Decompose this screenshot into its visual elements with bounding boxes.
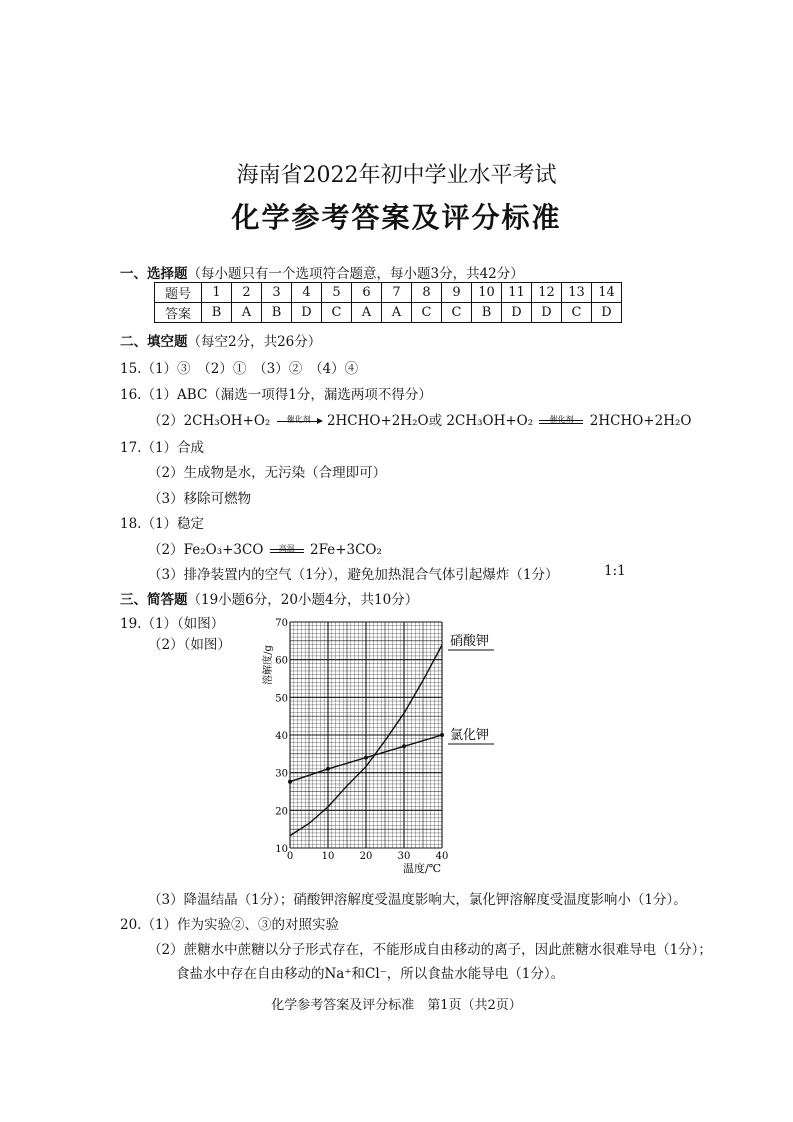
- section-3-note: （19小题6分，20小题4分，共10分）: [187, 592, 419, 608]
- question-number-cell: 6: [352, 283, 382, 303]
- question-number-cell: 3: [262, 283, 292, 303]
- answer-cell: C: [412, 303, 442, 323]
- answer-cell: A: [352, 303, 382, 323]
- q18-part1: 18.（1）稳定: [120, 516, 205, 532]
- table-row-numbers: [155, 283, 622, 303]
- catalyst-label-1: 催化剂: [286, 415, 311, 424]
- catalyst-label-2: 催化剂: [549, 415, 574, 424]
- arrow-icon: [277, 421, 321, 422]
- x-tick-label: 0: [286, 851, 294, 862]
- y-tick-label: 30: [275, 768, 288, 780]
- section-2-title: 二、填空题: [120, 334, 188, 350]
- answer-cell: B: [202, 303, 232, 323]
- data-point: [326, 767, 330, 771]
- eq2-product: 2HCHO+2H₂O: [589, 413, 692, 429]
- x-tick-label: 20: [359, 851, 373, 862]
- q18-product: 2Fe+3CO₂: [310, 542, 382, 558]
- q16-part2: [148, 409, 691, 429]
- answer-cell: C: [322, 303, 352, 323]
- high-temp-label: 高温: [278, 544, 295, 553]
- q20-part2: （2）蔗糖水中蔗糖以分子形式存在，不能形成自由移动的离子，因此蔗糖水很难导电（1分）；: [148, 942, 712, 958]
- answer-cell: D: [502, 303, 532, 323]
- y-tick-label: 70: [275, 618, 288, 629]
- answer-cell: D: [532, 303, 562, 323]
- eq1-reactant: 2CH₃OH+O₂: [183, 413, 271, 429]
- table-row-answers: [155, 303, 622, 323]
- q18-part2: [148, 538, 382, 558]
- y-axis-label: 溶解度/g: [263, 645, 274, 685]
- q19-part3: （3）降温结晶（1分）；硝酸钾溶解度受温度影响大，氯化钾溶解度受温度影响小（1分）。: [148, 892, 687, 908]
- question-number-cell: 9: [442, 283, 472, 303]
- q18-part3: （3）排净装置内的空气（1分），避免加热混合气体引起爆炸（1分）: [148, 567, 559, 583]
- question-number-cell: 4: [292, 283, 322, 303]
- x-tick-label: 40: [435, 851, 449, 862]
- x-axis-label: 温度/℃: [402, 862, 442, 875]
- data-point: [288, 780, 292, 784]
- question-number-cell: 14: [592, 283, 622, 303]
- q18-ratio: 1:1: [604, 563, 626, 579]
- y-tick-label: 60: [275, 655, 288, 667]
- question-number-cell: 2: [232, 283, 262, 303]
- q20-part1: 20.（1）作为实验②、③的对照实验: [120, 917, 340, 933]
- answer-table: [154, 282, 622, 323]
- q17-part2: （2）生成物是水，无污染（合理即可）: [148, 465, 387, 481]
- section-1-note: （每小题只有一个选项符合题意，每小题3分，共42分）: [187, 266, 524, 282]
- section-3-heading: [120, 588, 418, 608]
- y-tick-label: 20: [275, 806, 288, 818]
- or-text: 或: [428, 413, 443, 429]
- solubility-chart: [250, 610, 510, 880]
- section-3-title: 三、简答题: [120, 592, 188, 608]
- series-label: 氯化钾: [450, 728, 490, 743]
- q17-part1: 17.（1）合成: [120, 440, 205, 456]
- y-tick-label: 40: [275, 731, 288, 742]
- data-point: [364, 756, 368, 760]
- y-tick-label: 10: [275, 844, 288, 855]
- question-number-cell: 7: [382, 283, 412, 303]
- q16-part2-prefix: （2）: [148, 413, 184, 429]
- question-number-cell: 11: [502, 283, 532, 303]
- section-1-title: 一、选择题: [120, 266, 188, 282]
- q18-reactant: Fe₂O₃+3CO: [183, 542, 264, 558]
- answer-cell: D: [592, 303, 622, 323]
- doc-title: 化学参考答案及评分标准: [231, 201, 562, 234]
- section-1-heading: [120, 262, 524, 282]
- q20-part3: 食盐水中存在自由移动的Na⁺和Cl⁻，所以食盐水能导电（1分）。: [176, 966, 565, 982]
- page-footer: 化学参考答案及评分标准 第1页（共2页）: [271, 998, 522, 1013]
- data-point: [402, 744, 406, 748]
- row-label-number: 题号: [155, 283, 202, 303]
- chart-grid: [290, 622, 442, 848]
- question-number-cell: 8: [412, 283, 442, 303]
- answer-cell: A: [232, 303, 262, 323]
- question-number-cell: 12: [532, 283, 562, 303]
- q15-answer: 15.（1）③ （2）① （3）② （4）④: [120, 361, 359, 377]
- x-tick-label: 30: [397, 851, 411, 862]
- answer-cell: B: [262, 303, 292, 323]
- section-2-heading: [120, 330, 321, 350]
- answer-cell: C: [442, 303, 472, 323]
- y-tick-label: 50: [275, 693, 288, 705]
- q17-part3: （3）移除可燃物: [148, 491, 252, 507]
- answer-cell: C: [562, 303, 592, 323]
- question-number-cell: 10: [472, 283, 502, 303]
- q19-part1: 19.（1）（如图）: [120, 616, 225, 632]
- series-label: 硝酸钾: [450, 633, 490, 649]
- data-point: [440, 733, 444, 737]
- question-number-cell: 1: [202, 283, 232, 303]
- answer-cell: B: [472, 303, 502, 323]
- q19-part2: （2）（如图）: [148, 637, 231, 653]
- row-label-answer: 答案: [155, 303, 202, 323]
- q16-part1: 16.（1）ABC（漏选一项得1分，漏选两项不得分）: [120, 387, 432, 403]
- q18-part2-prefix: （2）: [148, 542, 184, 558]
- eq1-product: 2HCHO+2H₂O: [326, 413, 429, 429]
- answer-cell: D: [292, 303, 322, 323]
- section-2-note: （每空2分，共26分）: [187, 334, 322, 350]
- x-tick-label: 10: [321, 851, 335, 862]
- answer-cell: A: [382, 303, 412, 323]
- exam-title: 海南省2022年初中学业水平考试: [236, 163, 557, 188]
- question-number-cell: 13: [562, 283, 592, 303]
- question-number-cell: 5: [322, 283, 352, 303]
- eq2-reactant: 2CH₃OH+O₂: [446, 413, 534, 429]
